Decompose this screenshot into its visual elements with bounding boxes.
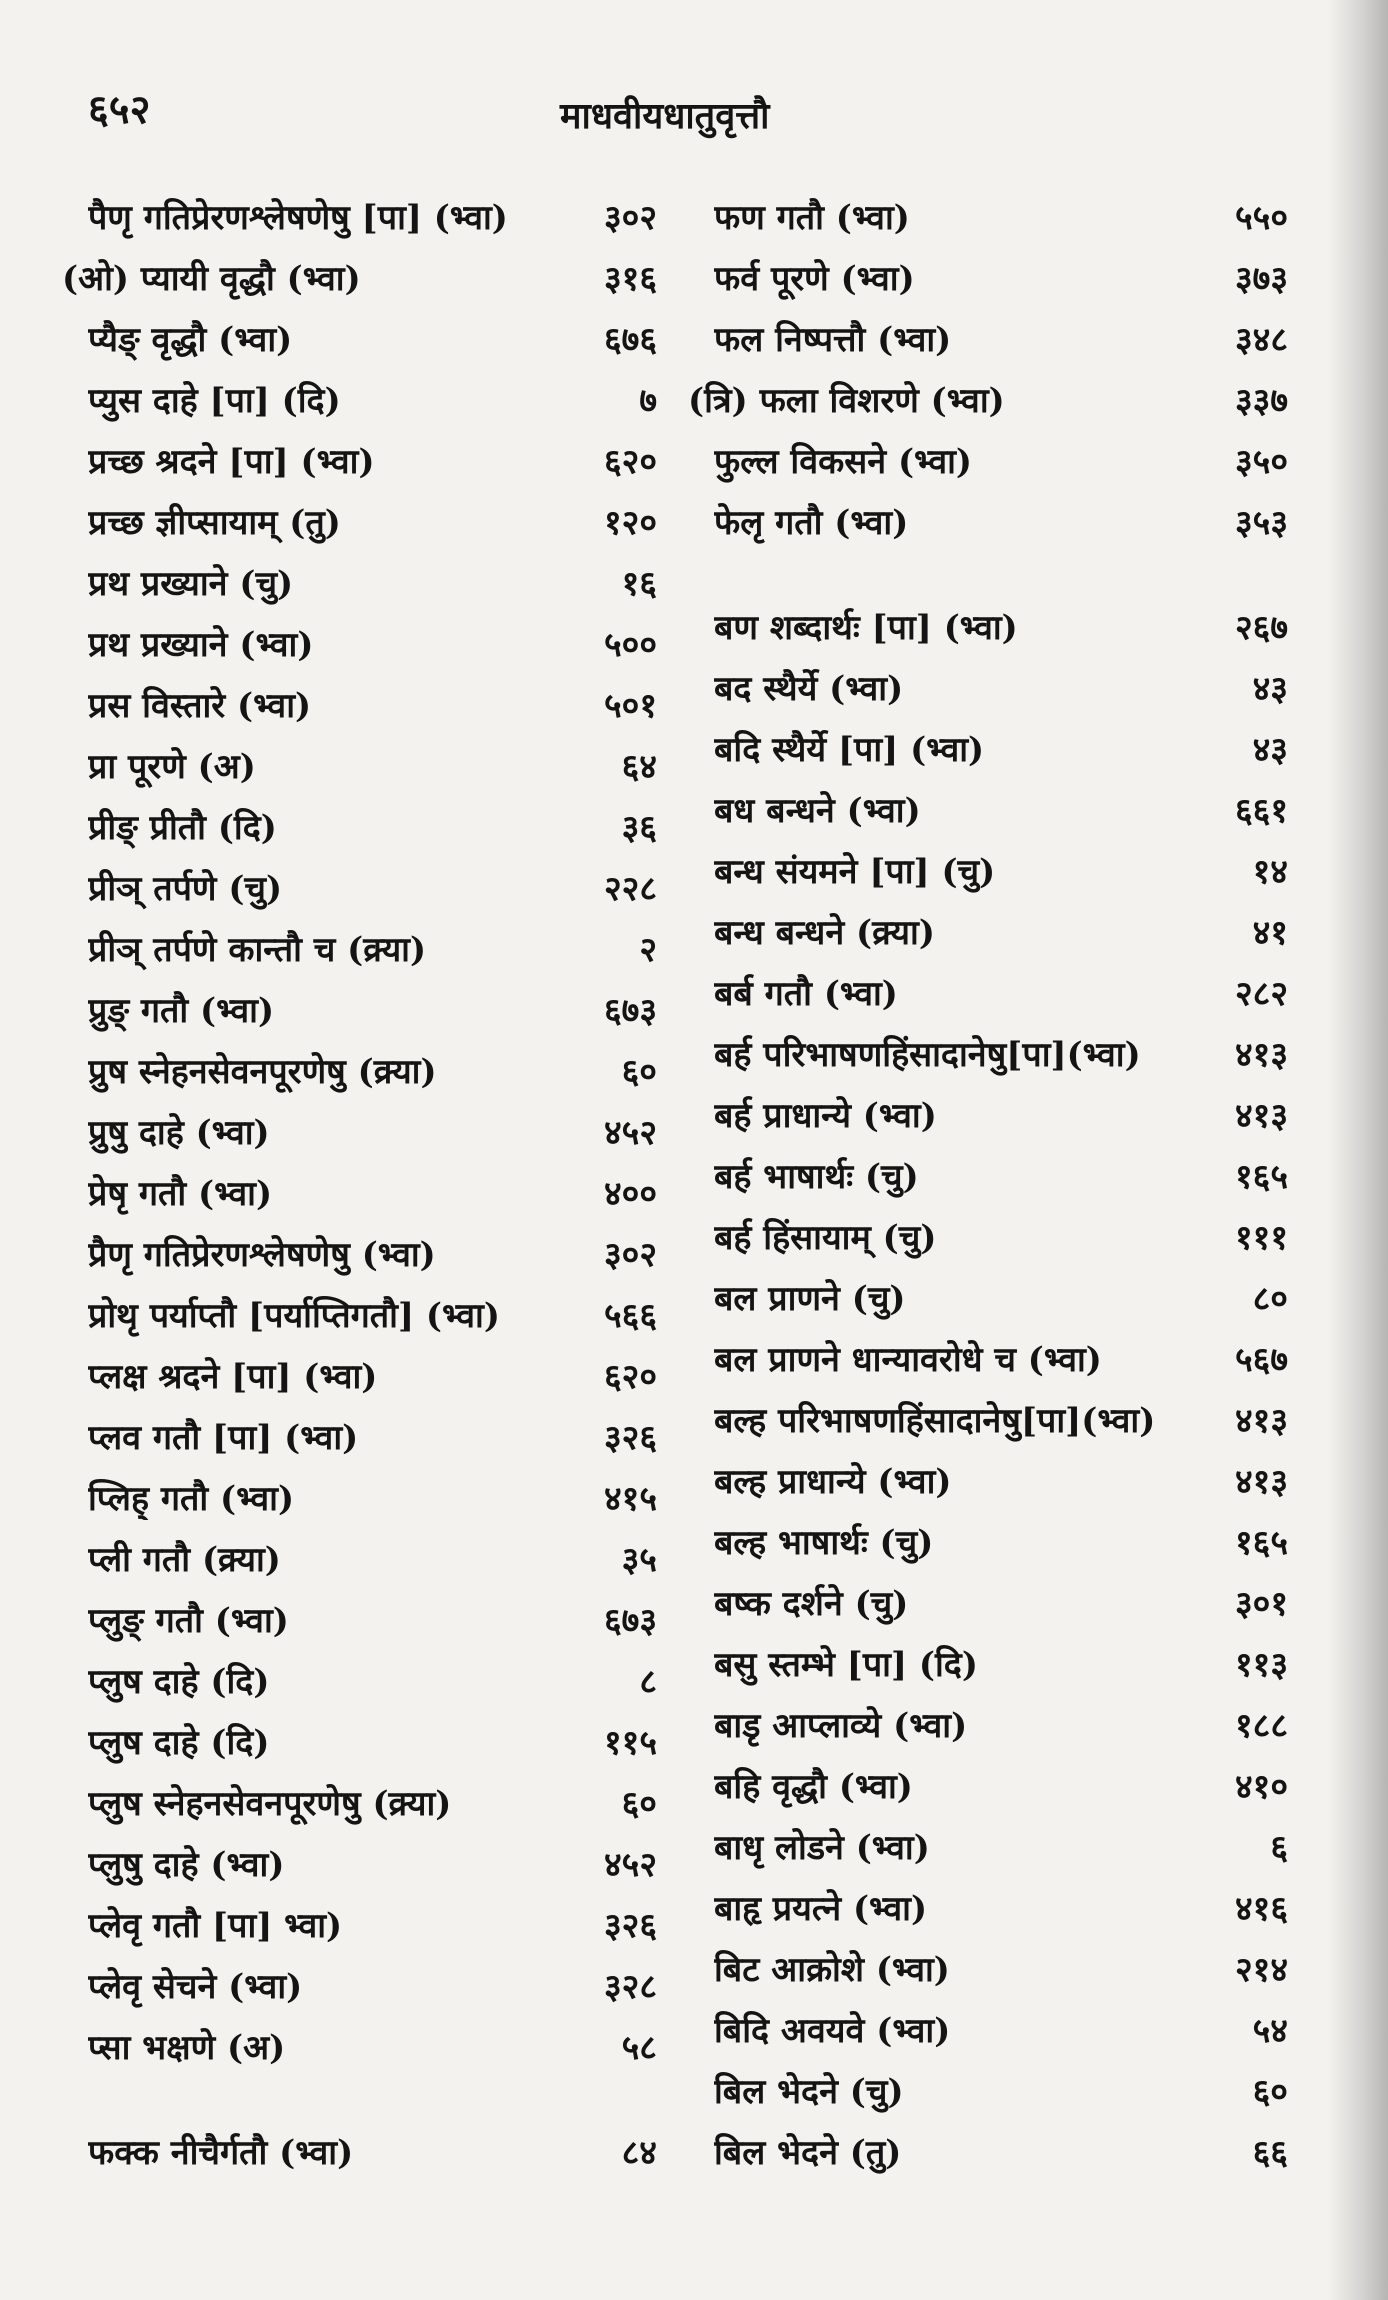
entry-page-number: ५५० [1234,197,1288,238]
entry-page-number: ३१६ [603,258,657,299]
index-entry [62,1527,657,1588]
entry-term: प्लुष दाहे (दि) [88,1661,270,1702]
left-column [62,185,657,2181]
entry-term: बिल भेदने (चु) [714,2071,904,2112]
entry-term: प्लेवृ गतौ [पा] भ्वा) [88,1905,343,1946]
entry-term: बध बन्धने (भ्वा) [714,790,921,831]
right-column [688,185,1288,2181]
index-entry [62,1283,657,1344]
entry-page-number: ४१५ [603,1478,657,1519]
entry-term: बदि स्थैर्ये [पा] (भ्वा) [714,729,985,770]
entry-term: बसु स्तम्भे [पा] (दि) [714,1644,978,1685]
entry-page-number: ४५२ [603,1844,657,1885]
entry-term: प्यैङ् वृद्धौ (भ्वा) [88,319,293,360]
entry-page-number: ६० [621,1783,657,1824]
entry-page-number: ६२० [603,1356,657,1397]
index-entry [688,429,1288,490]
entry-term: बर्ह हिंसायाम् (चु) [714,1217,937,1258]
entry-term: बल प्राणने धान्यावरोधे च (भ्वा) [714,1339,1102,1380]
entry-page-number: १४ [1252,851,1288,892]
entry-page-number: २ [639,929,657,970]
entry-page-number: ३०२ [603,197,657,238]
entry-term: फुल्ल विकसने (भ्वा) [714,441,973,482]
entry-term: प्रच्छ ज्ञीप्सायाम् (तु) [88,502,341,543]
index-entry [688,595,1288,656]
entry-page-number: २६७ [1234,607,1288,648]
index-entry [62,2120,657,2181]
index-entry [688,2120,1288,2181]
index-entry [688,717,1288,778]
entry-term: बाहृ प्रयत्ने (भ्वा) [714,1888,928,1929]
entry-term: प्रीञ् तर्पणे कान्तौ च (क्र्या) [88,929,427,970]
index-entry [688,778,1288,839]
entry-term: बर्ह परिभाषणहिंसादानेषु[पा](भ्वा) [714,1034,1141,1075]
entry-page-number: ५०१ [603,685,657,726]
entry-term: प्लुष स्नेहनसेवनपूरणेषु (क्र्या) [88,1783,452,1824]
entry-term: प्रथ प्रख्याने (चु) [88,563,294,604]
index-entry [688,1693,1288,1754]
index-entry [688,246,1288,307]
index-entry [62,1832,657,1893]
entry-page-number: २२८ [603,868,657,909]
entry-page-number: ४१३ [1234,1461,1288,1502]
index-entry [688,307,1288,368]
entry-page-number: ६६ [1252,2132,1288,2173]
entry-page-number: २१४ [1234,1949,1288,1990]
entry-page-number: ३५० [1234,441,1288,482]
entry-term: प्सा भक्षणे (अ) [88,2027,286,2068]
entry-page-number: ४१३ [1234,1034,1288,1075]
index-entry [62,1588,657,1649]
entry-page-number: १८८ [1234,1705,1288,1746]
index-entry [62,2015,657,2076]
index-entry [688,368,1288,429]
index-entry [688,961,1288,1022]
index-entry [688,1022,1288,1083]
entry-term: प्लव गतौ [पा] (भ्वा) [88,1417,359,1458]
entry-page-number: ४०० [603,1173,657,1214]
index-entry [688,1937,1288,1998]
entry-term: प्रुङ् गतौ (भ्वा) [88,990,275,1031]
index-entry [688,1205,1288,1266]
index-entry [688,1449,1288,1510]
entry-term: बिल भेदने (तु) [714,2132,902,2173]
entry-term: प्लेवृ सेचने (भ्वा) [88,1966,303,2007]
entry-term: प्लुषु दाहे (भ्वा) [88,1844,285,1885]
section-gap [688,551,1288,595]
index-entry [62,307,657,368]
entry-term: बर्ब गतौ (भ्वा) [714,973,898,1014]
entry-term: बल प्राणने (चु) [714,1278,906,1319]
entry-page-number: ८४ [621,2132,657,2173]
entry-term: बष्क दर्शने (चु) [714,1583,909,1624]
entry-term: फर्व पूरणे (भ्वा) [714,258,915,299]
entry-page-number: ३५ [621,1539,657,1580]
entry-term: बाधृ लोडने (भ्वा) [714,1827,930,1868]
index-entry [62,673,657,734]
index-entry [62,1100,657,1161]
entry-term: बद स्थैर्ये (भ्वा) [714,668,904,709]
entry-term: प्रथ प्रख्याने (भ्वा) [88,624,314,665]
index-entry [688,656,1288,717]
entry-term: बिट आक्रोशे (भ्वा) [714,1949,950,1990]
entry-term: बाडृ आप्लाव्ये (भ्वा) [714,1705,968,1746]
entry-term: बन्ध संयमने [पा] (चु) [714,851,996,892]
index-entry [688,1754,1288,1815]
entry-page-number: ६२० [603,441,657,482]
entry-term: प्रुषु दाहे (भ्वा) [88,1112,270,1153]
index-entry [688,1266,1288,1327]
index-entry [688,839,1288,900]
entry-page-number: ५६७ [1234,1339,1288,1380]
entry-term: प्रीञ् तर्पणे (चु) [88,868,283,909]
entry-term: बण शब्दार्थः [पा] (भ्वा) [714,607,1018,648]
entry-term: बल्ह भाषार्थः (चु) [714,1522,934,1563]
entry-term: प्लक्ष श्रदने [पा] (भ्वा) [88,1356,378,1397]
entry-page-number: १६ [621,563,657,604]
running-title: माधवीयधातुवृत्तौ [560,95,770,137]
entry-page-number: ३५३ [1234,502,1288,543]
entry-page-number: ११५ [603,1722,657,1763]
entry-page-number: ४३ [1252,668,1288,709]
entry-page-number: ६० [621,1051,657,1092]
index-entry [62,1344,657,1405]
entry-page-number: ३२६ [603,1905,657,1946]
entry-page-number: २८२ [1234,973,1288,1014]
entry-page-number: ६ [1270,1827,1288,1868]
index-entry [62,917,657,978]
entry-page-number: ६० [1252,2071,1288,2112]
entry-term: प्रुष स्नेहनसेवनपूरणेषु (क्र्या) [88,1051,437,1092]
entry-page-number: १२० [603,502,657,543]
index-entry [62,1771,657,1832]
entry-term: प्रैणृ गतिप्रेरणश्लेषणेषु (भ्वा) [88,1234,436,1275]
entry-term: बर्ह प्राधान्ये (भ्वा) [714,1095,937,1136]
entry-page-number: ४१० [1234,1766,1288,1807]
index-entry [62,246,657,307]
index-entry [62,185,657,246]
index-entry [688,185,1288,246]
index-entry [62,551,657,612]
entry-term: प्युस दाहे [पा] (दि) [88,380,341,421]
index-entry [688,1083,1288,1144]
entry-term: बर्ह भाषार्थः (चु) [714,1156,919,1197]
entry-term: (त्रि) फला विशरणे (भ्वा) [688,380,1005,421]
entry-page-number: ४१३ [1234,1095,1288,1136]
index-entry [62,368,657,429]
entry-page-number: ४५२ [603,1112,657,1153]
entry-term: प्रोथृ पर्याप्तौ [पर्याप्तिगतौ] (भ्वा) [88,1295,500,1336]
entry-term: प्रेषृ गतौ (भ्वा) [88,1173,273,1214]
entry-page-number: ६७६ [603,319,657,360]
entry-page-number: ७ [639,380,657,421]
entry-page-number: ५६६ [603,1295,657,1336]
entry-page-number: ८० [1252,1278,1288,1319]
entry-term: फक्क नीचैर्गतौ (भ्वा) [88,2132,354,2173]
entry-term: बल्ह परिभाषणहिंसादानेषु[पा](भ्वा) [714,1400,1156,1441]
index-entry [62,429,657,490]
entry-term: बिदि अवयवे (भ्वा) [714,2010,951,2051]
index-entry [62,734,657,795]
index-entry [688,1815,1288,1876]
entry-page-number: ३०१ [1234,1583,1288,1624]
entry-term: बन्ध बन्धने (क्र्या) [714,912,935,953]
entry-term: प्लिह् गतौ (भ्वा) [88,1478,295,1519]
index-entry [688,490,1288,551]
index-entry [62,490,657,551]
index-entry [688,1144,1288,1205]
index-entry [62,1161,657,1222]
index-entry [62,1039,657,1100]
entry-term: प्ली गतौ (क्र्या) [88,1539,281,1580]
index-entry [688,1876,1288,1937]
entry-page-number: ४१ [1252,912,1288,953]
entry-term: प्लुङ् गतौ (भ्वा) [88,1600,289,1641]
index-entry [62,856,657,917]
entry-term: प्रच्छ श्रदने [पा] (भ्वा) [88,441,375,482]
entry-page-number: ६७३ [603,990,657,1031]
entry-term: फण गतौ (भ्वा) [714,197,910,238]
entry-page-number: १११ [1234,1217,1288,1258]
entry-page-number: ५८ [621,2027,657,2068]
entry-page-number: ५०० [603,624,657,665]
index-entry [62,612,657,673]
index-entry [688,2059,1288,2120]
entry-page-number: ६७३ [603,1600,657,1641]
entry-page-number: ३०२ [603,1234,657,1275]
entry-term: बल्ह प्राधान्ये (भ्वा) [714,1461,952,1502]
index-entry [62,1649,657,1710]
index-entry [688,1571,1288,1632]
entry-page-number: ८ [639,1661,657,1702]
index-entry [62,978,657,1039]
entry-page-number: ४१६ [1234,1888,1288,1929]
entry-page-number: ३७३ [1234,258,1288,299]
index-entry [688,1632,1288,1693]
page-number: ६५२ [88,86,151,133]
entry-term: प्रीङ् प्रीतौ (दि) [88,807,277,848]
index-entry [688,1388,1288,1449]
entry-page-number: ४३ [1252,729,1288,770]
index-entry [62,1893,657,1954]
entry-term: फेलृ गतौ (भ्वा) [714,502,909,543]
entry-term: फल निष्पत्तौ (भ्वा) [714,319,952,360]
index-entry [688,900,1288,961]
section-gap [62,2076,657,2120]
index-entry [62,1222,657,1283]
entry-page-number: ३३७ [1234,380,1288,421]
index-entry [688,1998,1288,2059]
index-entry [688,1510,1288,1571]
entry-page-number: ६६१ [1234,790,1288,831]
entry-term: प्रा पूरणे (अ) [88,746,256,787]
page-edge-shadow [1328,0,1388,2300]
entry-page-number: ६४ [621,746,657,787]
entry-term: प्लुष दाहे (दि) [88,1722,270,1763]
entry-term: बहि वृद्धौ (भ्वा) [714,1766,913,1807]
entry-term: (ओ) प्यायी वृद्धौ (भ्वा) [62,258,361,299]
entry-page-number: १६५ [1234,1522,1288,1563]
entry-page-number: ११३ [1234,1644,1288,1685]
entry-page-number: ३४८ [1234,319,1288,360]
entry-page-number: ५४ [1252,2010,1288,2051]
entry-page-number: ३६ [621,807,657,848]
entry-page-number: ४१३ [1234,1400,1288,1441]
index-entry [688,1327,1288,1388]
index-entry [62,1710,657,1771]
index-entry [62,1466,657,1527]
index-entry [62,1954,657,2015]
entry-page-number: ३२८ [603,1966,657,2007]
index-entry [62,795,657,856]
entry-term: प्रस विस्तारे (भ्वा) [88,685,312,726]
entry-page-number: ३२६ [603,1417,657,1458]
entry-term: पैणृ गतिप्रेरणश्लेषणेषु [पा] (भ्वा) [88,197,508,238]
index-entry [62,1405,657,1466]
entry-page-number: १६५ [1234,1156,1288,1197]
